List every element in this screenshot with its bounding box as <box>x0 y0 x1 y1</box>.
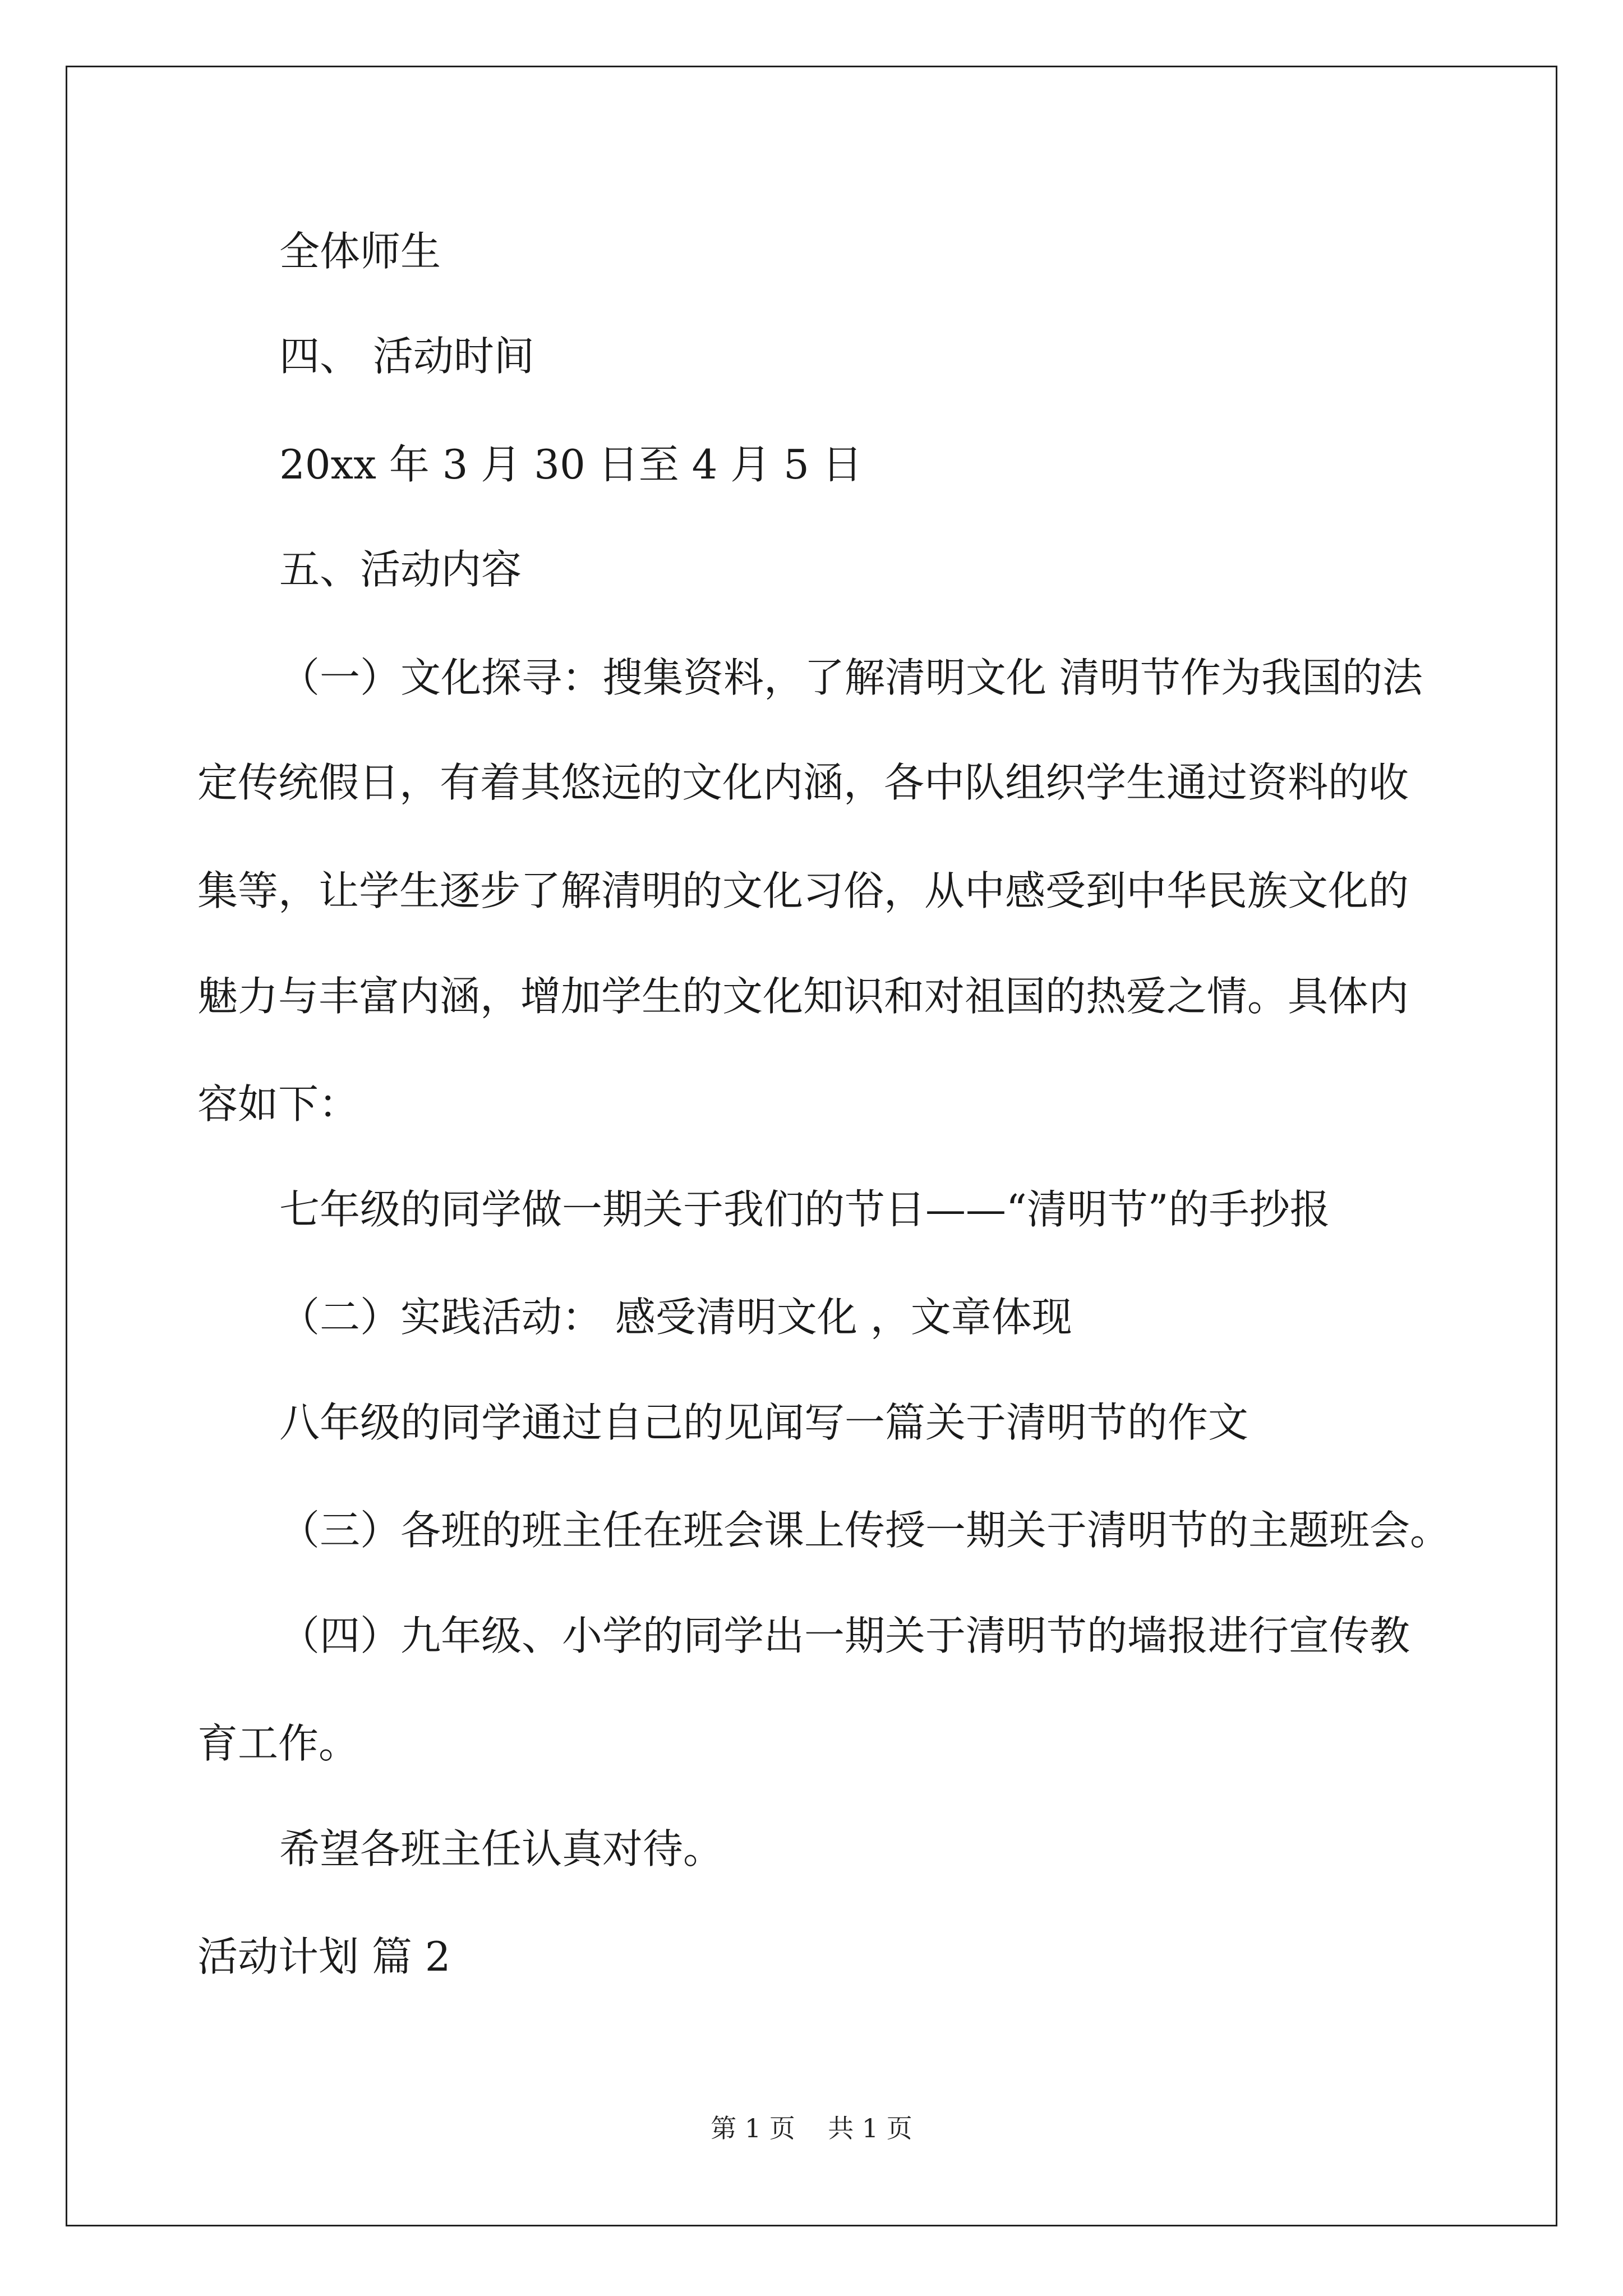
text-line: （二）实践活动： 感受清明文化 ，文章体现 <box>279 1294 1072 1341</box>
text-line: 希望各班主任认真对待。 <box>279 1825 724 1872</box>
paragraph-line: 魅力与丰富内涵，增加学生的文化知识和对祖国的热爱之情。具体内 <box>197 973 1409 1020</box>
paragraph-line: 定传统假日，有着其悠远的文化内涵，各中队组织学生通过资料的收 <box>197 759 1409 806</box>
section-heading: 五、活动内容 <box>279 546 522 593</box>
page-total: 共 1 页 <box>828 2113 912 2143</box>
paragraph-line: 育工作。 <box>197 1720 359 1767</box>
page-footer <box>0 2111 1623 2145</box>
text-line: 全体师生 <box>279 228 441 275</box>
paragraph-line: 容如下： <box>197 1080 359 1128</box>
text-line: （三）各班的班主任在班会课上传授一期关于清明节的主题班会。 <box>279 1507 1451 1554</box>
text-line: 八年级的同学通过自己的见闻写一篇关于清明节的作文 <box>279 1399 1249 1446</box>
text-line: 七年级的同学做一期关于我们的节日——“清明节”的手抄报 <box>279 1186 1330 1233</box>
section-title: 活动计划 篇 2 <box>197 1933 451 1980</box>
paragraph-line: （四）九年级、小学的同学出一期关于清明节的墙报进行宣传教 <box>279 1612 1410 1659</box>
paragraph-line: （一）文化探寻：搜集资料，了解清明文化 清明节作为我国的法 <box>279 654 1423 701</box>
paragraph-line: 集等，让学生逐步了解清明的文化习俗，从中感受到中华民族文化的 <box>197 867 1409 914</box>
section-heading: 四、 活动时间 <box>279 333 534 380</box>
text-line: 20xx 年 3 月 30 日至 4 月 5 日 <box>279 441 863 488</box>
page-number: 第 1 页 <box>711 2113 795 2143</box>
